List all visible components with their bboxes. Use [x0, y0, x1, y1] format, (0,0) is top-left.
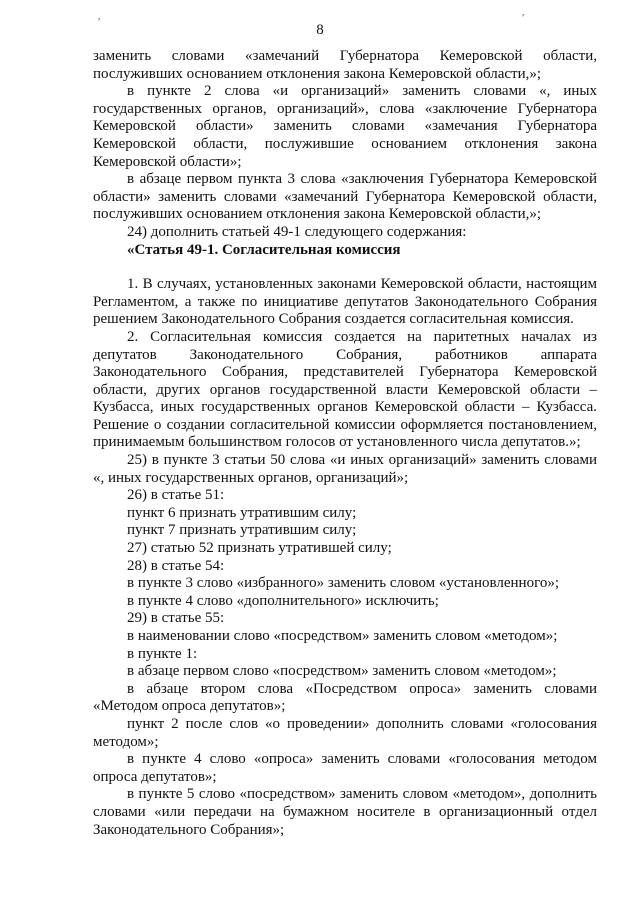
- paragraph: 1. В случаях, установленных законами Кемеровской области, настоящим Регламентом, а также по инициативе депутатов Законодательного Собрания решением Законодательного Собрания создается согласительная комиссия.: [93, 276, 597, 328]
- paragraph: в пункте 4 слово «опроса» заменить словами «голосования методом опроса депутатов»;: [93, 751, 597, 785]
- paragraph: пункт 6 признать утратившим силу;: [127, 504, 357, 521]
- paragraph: в пункте 1:: [127, 645, 198, 662]
- scan-mark-right: ′: [522, 12, 525, 24]
- paragraph: в пункте 2 слова «и организаций» заменить словами «, иных государственных органов, организаций», слова «заключение Губернатора Кемеровской области» заменить словами «замечания Губернатора Кемеровской области, послужившие основанием отклонения закона Кемеровской области»;: [93, 83, 597, 170]
- paragraph: в абзаце втором слова «Посредством опроса» заменить словами «Методом опроса депутатов»;: [93, 680, 597, 715]
- paragraph: пункт 2 после слов «о проведении» дополнить словами «голосования методом»;: [93, 715, 597, 750]
- paragraph: в пункте 3 слово «избранного» заменить словом «установленного»;: [127, 575, 560, 592]
- paragraph: в пункте 5 слово «посредством» заменить словом «методом», дополнить словами «или передачи на бумажном носителе в организационный отдел Законодательного Собрания»;: [93, 786, 597, 838]
- paragraph: в абзаце первом слово «посредством» заменить словом «методом»;: [127, 663, 557, 680]
- page-number: 8: [316, 22, 324, 38]
- article-heading: «Статья 49-1. Согласительная комиссия: [127, 241, 401, 258]
- paragraph: заменить словами «замечаний Губернатора Кемеровской области, послуживших основанием отклонения закона Кемеровской области,»;: [93, 48, 597, 82]
- document-body: [93, 48, 597, 839]
- paragraph: 29) в статье 55:: [127, 610, 225, 627]
- paragraph: в наименовании слово «посредством» заменить словом «методом»;: [127, 628, 558, 644]
- paragraph: 27) статью 52 признать утратившей силу;: [127, 540, 392, 557]
- paragraph: 26) в статье 51:: [127, 487, 225, 504]
- paragraph: пункт 7 признать утратившим силу;: [127, 522, 357, 539]
- paragraph: 25) в пункте 3 статьи 50 слова «и иных организаций» заменить словами «, иных государственных органов, организаций»;: [93, 452, 597, 486]
- scan-mark-left: ′: [98, 16, 101, 28]
- paragraph: 28) в статье 54:: [127, 557, 225, 574]
- paragraph: в абзаце первом пункта 3 слова «заключения Губернатора Кемеровской области» заменить словами «замечаний Губернатора Кемеровской области, послуживших основанием отклонения закона Кемеровской области,»;: [93, 171, 597, 223]
- paragraph: в пункте 4 слово «дополнительного» исключить;: [127, 592, 439, 609]
- paragraph: 2. Согласительная комиссия создается на паритетных началах из депутатов Законодательного Собрания, работников аппарата Законодательного Собрания, представителей Губернатора Кемеровской области, других органов государственной власти Кемеровской области – Кузбасса, иных государственных органов Кемеровской области – Кузбасса. Решение о создании согласительной комиссии оформляется постановлением, принимаемым большинством голосов от установленного числа депутатов.»;: [93, 328, 597, 451]
- paragraph: 24) дополнить статьей 49-1 следующего содержания:: [127, 223, 467, 240]
